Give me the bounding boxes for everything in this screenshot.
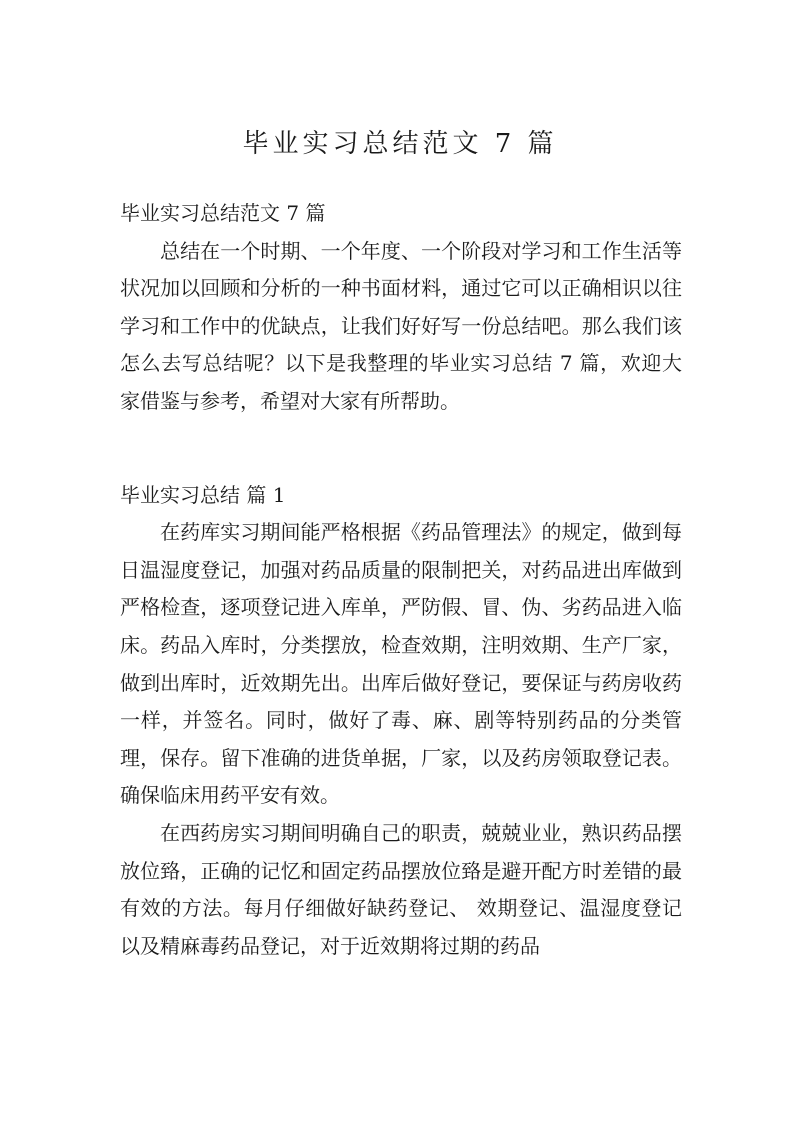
intro-paragraph: 总结在一个时期、一个年度、一个阶段对学习和工作生活等状况加以回顾和分析的一种书面材料，通过它可以正确相识以往学习和工作中的优缺点，让我们好好写一份总结吧。那么我们该怎么去写总结呢？以下是我整理的毕业实习总结 7 篇，欢迎大家借鉴与参考，希望对大家有所帮助。 bbox=[120, 238, 682, 413]
document-title: 毕业实习总结范文 7 篇 bbox=[242, 129, 558, 159]
section-1-heading: 毕业实习总结 篇 1 bbox=[120, 482, 286, 507]
section-1-paragraph-2: 在西药房实习期间明确自己的职责，兢兢业业，熟识药品摆放位臵，正确的记忆和固定药品摆放位臵是避开配方时差错的最有效的方法。每月仔细做好缺药登记、 效期登记、温湿度登记以及精麻毒药品登记，对于近效期将过期的药品 bbox=[120, 820, 682, 958]
document-subtitle: 毕业实习总结范文 7 篇 bbox=[120, 201, 326, 225]
document-body bbox=[120, 195, 682, 965]
section-1-paragraph-1: 在药库实习期间能严格根据《药品管理法》的规定，做到每日温湿度登记，加强对药品质量的限制把关，对药品进出库做到严格检查，逐项登记进入库单，严防假、冒、伪、劣药品进入临床。药品入库时，分类摆放，检查效期，注明效期、生产厂家，做到出库时，近效期先出。出库后做好登记，要保证与药房收药一样，并签名。同时，做好了毒、麻、剧等特别药品的分类管理，保存。留下准确的进货单据，厂家，以及药房领取登记表。确保临床用药平安有效。 bbox=[120, 520, 682, 808]
